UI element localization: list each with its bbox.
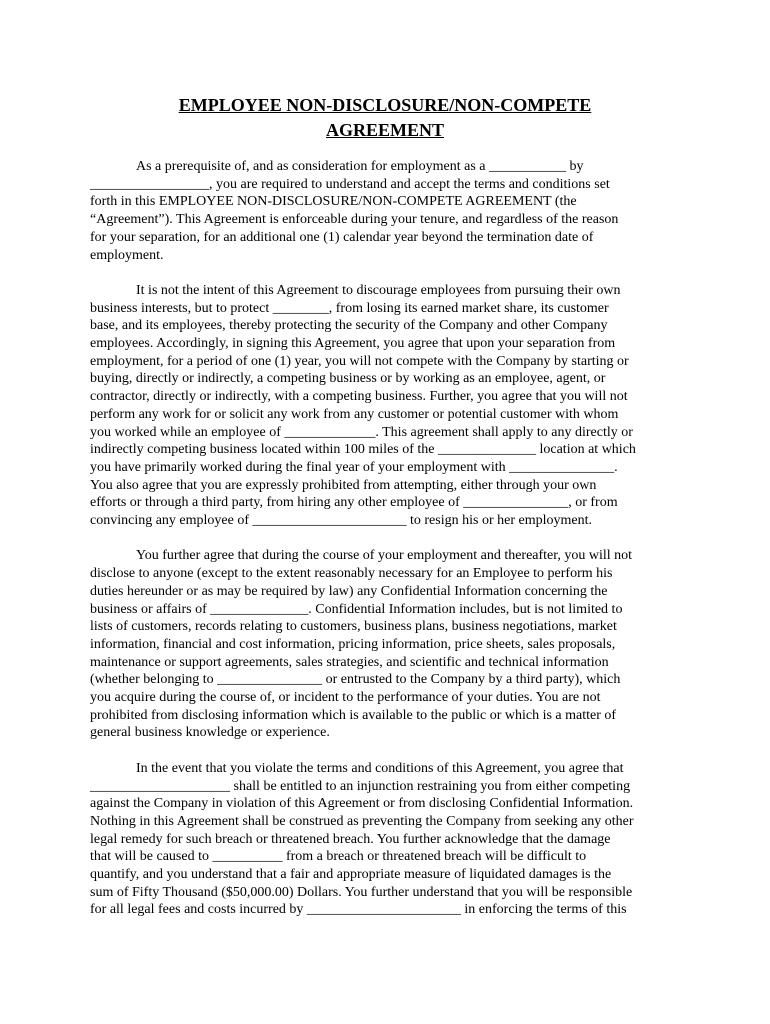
text-line: In the event that you violate the terms and conditions of this Agreement, you agree that: [136, 760, 624, 776]
text-line: maintenance or support agreements, sales strategies, and scientific and technical information: [90, 654, 609, 670]
text-line: lists of customers, records relating to customers, business plans, business negotiations, market: [90, 619, 617, 635]
text-line: As a prerequisite of, and as consideration for employment as a ___________ by: [136, 159, 584, 174]
text-line: business interests, but to protect ________, from losing its earned market share, its customer: [90, 300, 609, 316]
text-line: that will be caused to __________ from a breach or threatened breach will be difficult to: [90, 849, 587, 865]
text-line: information, financial and cost information, pricing information, price sheets, sales proposals,: [90, 636, 616, 652]
text-line: efforts or through a third party, from hiring any other employee of _______________, or from: [90, 495, 618, 511]
text-line: perform any work for or solicit any work from any customer or potential customer with whom: [90, 406, 619, 422]
text-line: for your separation, for an additional one (1) calendar year beyond the termination date of: [90, 229, 594, 245]
text-line: indirectly competing business located within 100 miles of the ______________ location at which: [90, 442, 636, 458]
text-line: It is not the intent of this Agreement to discourage employees from pursuing their own: [136, 282, 621, 298]
text-line: against the Company in violation of this Agreement or from disclosing Confidential Information.: [90, 796, 634, 812]
text-line: you have primarily worked during the final year of your employment with _______________.: [90, 459, 618, 475]
text-line: Nothing in this Agreement shall be construed as preventing the Company from seeking any other: [90, 813, 634, 829]
paragraph-non-compete: [90, 282, 690, 530]
text-line: prohibited from disclosing information which is available to the public or which is a matter of: [90, 707, 617, 723]
text-line: you worked while an employee of _____________. This agreement shall apply to any directly or: [90, 424, 633, 440]
text-line: legal remedy for such breach or threatened breach. You further acknowledge that the damage: [90, 831, 611, 847]
text-line: forth in this EMPLOYEE NON-DISCLOSURE/NON-COMPETE AGREEMENT (the: [90, 194, 577, 210]
paragraph-violation-remedies: [90, 760, 690, 919]
text-line: You further agree that during the course of your employment and thereafter, you will not: [136, 548, 633, 564]
text-line: duties hereunder or as may be required by law) any Confidential Information concerning the: [90, 583, 608, 599]
text-line: business or affairs of ______________. Confidential Information includes, but is not limited to: [90, 601, 623, 617]
document-title: [90, 93, 680, 143]
text-line: buying, directly or indirectly, a competing business or by working as an employee, agent, or: [90, 371, 606, 387]
text-line: for all legal fees and costs incurred by ______________________ in enforcing the terms of this: [90, 902, 627, 918]
text-line: base, and its employees, thereby protecting the security of the Company and other Company: [90, 318, 608, 334]
text-line: “Agreement”). This Agreement is enforceable during your tenure, and regardless of the reason: [90, 212, 619, 228]
title-line-1: EMPLOYEE NON-DISCLOSURE/NON-COMPETE: [178, 95, 592, 115]
text-line: disclose to anyone (except to the extent reasonably necessary for an Employee to perform his: [90, 566, 613, 582]
text-line: employment, for a period of one (1) year, you will not compete with the Company by starting or: [90, 353, 629, 369]
text-line: You also agree that you are expressly prohibited from attempting, either through your own: [90, 477, 597, 493]
text-line: employment.: [90, 247, 164, 263]
title-line-2: AGREEMENT: [325, 120, 444, 140]
text-line: (whether belonging to _______________ or entrusted to the Company by a third party), which: [90, 672, 621, 688]
document-body: [90, 158, 690, 937]
text-line: _________________, you are required to understand and accept the terms and conditions set: [90, 176, 610, 192]
text-line: convincing any employee of ______________________ to resign his or her employment.: [90, 513, 592, 529]
text-line: ____________________ shall be entitled to an injunction restraining you from either competing: [90, 778, 631, 794]
paragraph-confidential-information: [90, 547, 690, 742]
paragraph-prerequisite: [90, 158, 690, 264]
text-line: general business knowledge or experience.: [90, 725, 330, 741]
text-line: contractor, directly or indirectly, with a competing business. Further, you agree that you will not: [90, 389, 628, 405]
text-line: employees. Accordingly, in signing this Agreement, you agree that upon your separation from: [90, 336, 616, 352]
text-line: you acquire during the course of, or incident to the performance of your duties. You are not: [90, 690, 601, 706]
text-line: sum of Fifty Thousand ($50,000.00) Dollars. You further understand that you will be responsible: [90, 884, 633, 900]
text-line: quantify, and you understand that a fair and appropriate measure of liquidated damages is the: [90, 867, 612, 883]
